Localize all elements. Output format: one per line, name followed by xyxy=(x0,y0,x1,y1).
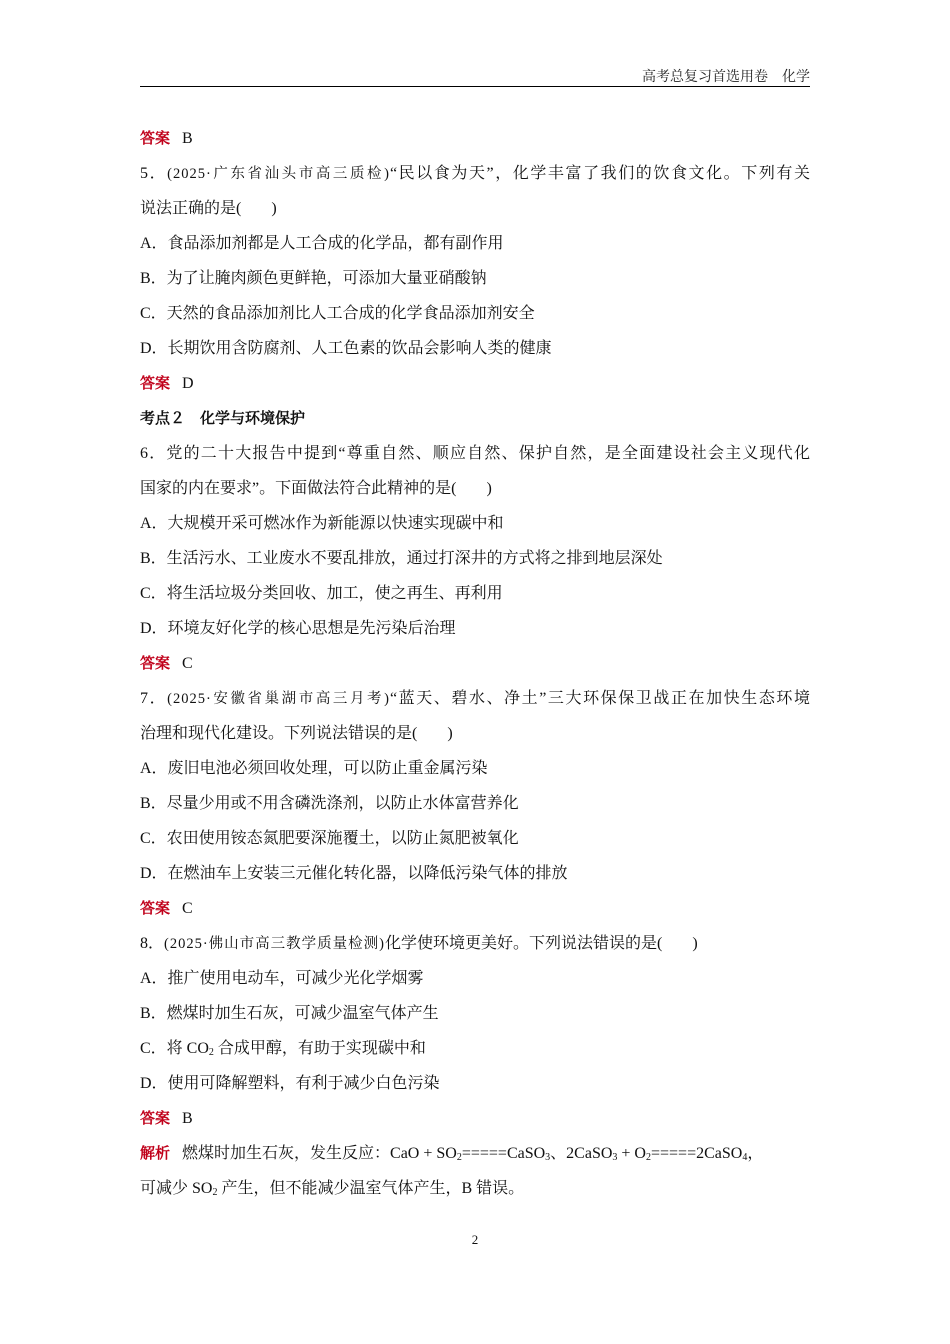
question-7-stem xyxy=(140,681,810,716)
question-7-stem-cont xyxy=(140,716,810,751)
answer-value: B xyxy=(182,130,193,147)
page-content xyxy=(140,121,810,1206)
answer-label: 答案 xyxy=(140,899,171,917)
answer-value: C xyxy=(182,655,193,672)
question-text: 说法正确的是( xyxy=(140,200,242,217)
answer-value: B xyxy=(182,1110,193,1127)
analysis-text: 产生，但不能减少温室气体产生，B 错误。 xyxy=(217,1180,525,1197)
analysis-line-1 xyxy=(140,1136,810,1171)
question-5-stem-cont xyxy=(140,191,810,226)
question-7-option-a: A．废旧电池必须回收处理，可以防止重金属污染 xyxy=(140,760,488,777)
answer-value: D xyxy=(182,375,194,392)
question-text: “民以食为天”，化学丰富了我们的饮食文化。下列有关 xyxy=(389,165,810,182)
question-8-option-a: A．推广使用电动车，可减少光化学烟雾 xyxy=(140,970,424,987)
answer-line-q4 xyxy=(140,121,810,156)
option-text: 合成甲醇，有助于实现碳中和 xyxy=(213,1040,426,1057)
running-header: 高考总复习首选用卷 化学 xyxy=(642,70,810,85)
question-8-option-c xyxy=(140,1031,810,1066)
analysis-line-2 xyxy=(140,1171,810,1206)
paren-close: ) xyxy=(447,725,453,742)
question-source: (2025·佛山市高三教学质量检测) xyxy=(164,936,386,952)
question-5-option-d: D．长期饮用含防腐剂、人工色素的饮品会影响人类的健康 xyxy=(140,340,552,357)
analysis-text: 、2CaSO xyxy=(550,1145,613,1162)
answer-line-q7 xyxy=(140,891,810,926)
question-8-option-d: D．使用可降解塑料，有利于减少白色污染 xyxy=(140,1075,440,1092)
answer-line-q8 xyxy=(140,1101,810,1136)
question-text: 化学使环境更美好。下列说法错误的是( xyxy=(385,935,663,952)
question-7-option-d: D．在燃油车上安装三元催化转化器，以降低污染气体的排放 xyxy=(140,865,568,882)
question-text: 党的二十大报告中提到“尊重自然、顺应自然、保护自然，是全面建设社会主义现代化 xyxy=(166,445,810,462)
question-5-stem xyxy=(140,156,810,191)
analysis-text: + O xyxy=(617,1145,646,1162)
question-5-option-a: A．食品添加剂都是人工合成的化学品，都有副作用 xyxy=(140,235,504,252)
answer-line-q5 xyxy=(140,366,810,401)
answer-label: 答案 xyxy=(140,654,171,672)
question-6-option-a: A．大规模开采可燃冰作为新能源以快速实现碳中和 xyxy=(140,515,504,532)
question-8-option-b: B．燃煤时加生石灰，可减少温室气体产生 xyxy=(140,1005,439,1022)
analysis-text: =====CaSO xyxy=(461,1145,546,1162)
question-6-stem xyxy=(140,436,810,471)
subscript: 2 xyxy=(456,1152,462,1163)
header-rule xyxy=(140,86,810,87)
option-text: C．将 CO xyxy=(140,1040,209,1057)
subscript: 3 xyxy=(545,1152,551,1163)
question-number: 5． xyxy=(140,165,168,182)
subscript: 2 xyxy=(208,1047,214,1058)
question-6-option-b: B．生活污水、工业废水不要乱排放，通过打深井的方式将之排到地层深处 xyxy=(140,550,663,567)
question-number: 8． xyxy=(140,935,165,952)
answer-label: 答案 xyxy=(140,374,171,392)
subscript: 2 xyxy=(212,1187,218,1198)
question-6-option-c: C．将生活垃圾分类回收、加工，使之再生、再利用 xyxy=(140,585,503,602)
analysis-text: 燃煤时加生石灰，发生反应：CaO + SO xyxy=(182,1145,457,1162)
section-heading: 考点２ 化学与环境保护 xyxy=(140,409,306,427)
question-7-option-b: B．尽量少用或不用含磷洗涤剂，以防止水体富营养化 xyxy=(140,795,519,812)
page-number: 2 xyxy=(471,1232,479,1247)
analysis-label: 解析 xyxy=(140,1144,171,1162)
subscript: 4 xyxy=(742,1152,748,1163)
paren-close: ) xyxy=(692,935,698,952)
subscript: 3 xyxy=(612,1152,618,1163)
answer-value: C xyxy=(182,900,193,917)
answer-label: 答案 xyxy=(140,129,171,147)
question-number: 7． xyxy=(140,690,168,707)
question-6-option-d: D．环境友好化学的核心思想是先污染后治理 xyxy=(140,620,456,637)
question-5-option-c: C．天然的食品添加剂比人工合成的化学食品添加剂安全 xyxy=(140,305,535,322)
question-source: (2025·安徽省巢湖市高三月考) xyxy=(167,691,390,707)
paren-close: ) xyxy=(486,480,492,497)
question-5-option-b: B．为了让腌肉颜色更鲜艳，可添加大量亚硝酸钠 xyxy=(140,270,487,287)
question-text: 国家的内在要求”。下面做法符合此精神的是( xyxy=(140,480,457,497)
analysis-text: ， xyxy=(747,1145,764,1162)
question-6-stem-cont xyxy=(140,471,810,506)
question-text: 治理和现代化建设。下列说法错误的是( xyxy=(140,725,418,742)
question-8-stem xyxy=(140,926,810,961)
analysis-text: 可减少 SO xyxy=(140,1180,213,1197)
answer-line-q6 xyxy=(140,646,810,681)
question-text: “蓝天、碧水、净土”三大环保保卫战正在加快生态环境 xyxy=(389,690,810,707)
question-7-option-c: C．农田使用铵态氮肥要深施覆土，以防止氮肥被氧化 xyxy=(140,830,519,847)
analysis-text: =====2CaSO xyxy=(650,1145,743,1162)
question-number: 6． xyxy=(140,445,167,462)
subscript: 2 xyxy=(645,1152,651,1163)
question-source: (2025·广东省汕头市高三质检) xyxy=(167,166,390,182)
answer-label: 答案 xyxy=(140,1109,171,1127)
paren-close: ) xyxy=(271,200,277,217)
